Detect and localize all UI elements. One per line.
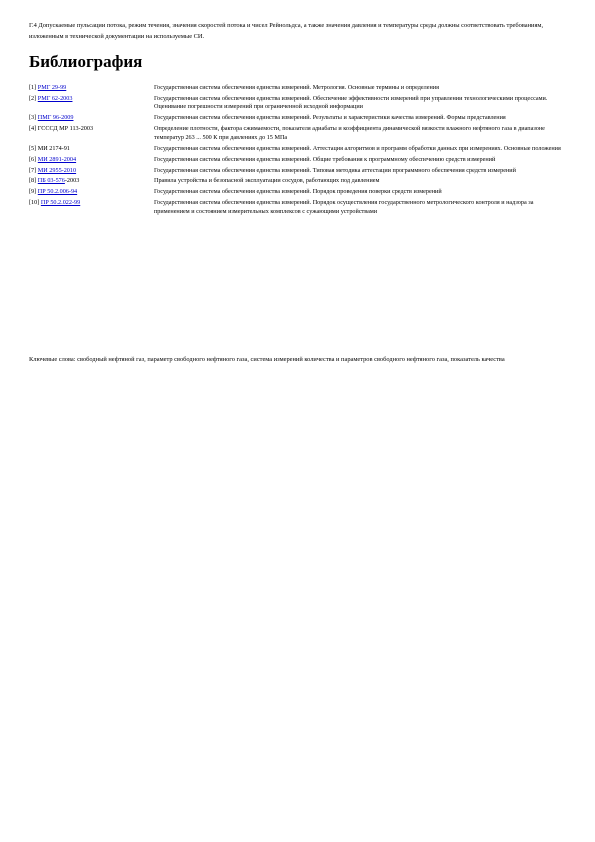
bibliography-entry <box>29 114 569 123</box>
entry-number: [5] <box>29 144 38 152</box>
entry-description: Государственная система обеспечения единства измерений. Метрология. Основные термины и определения <box>154 84 439 91</box>
entry-number: [9] <box>29 188 38 196</box>
bibliography-entry <box>29 199 569 216</box>
document-link[interactable]: ПБ 03-576 <box>37 177 65 185</box>
bibliography-entry <box>29 156 569 165</box>
bibliography-list <box>29 84 569 219</box>
bibliography-entry <box>29 84 569 93</box>
bibliography-entry <box>29 95 569 112</box>
entry-description: Определение плотности, фактора сжимаемости, показателя адиабаты и коэффициента динамической вязкости влажного нефтяного газа в диапазоне температур 263 ... 500 К при давлениях до 15 МПа <box>154 125 545 141</box>
document-code: МИ 2174-91 <box>37 144 70 152</box>
bibliography-entry <box>29 145 569 154</box>
entry-description: Государственная система обеспечения единства измерений. Порядок осуществления государственного метрологического контроля и надзора за применением и состоянием измерительных комплексов с сужающими устройствами <box>154 199 534 215</box>
document-link[interactable]: МИ 2891-2004 <box>37 155 77 163</box>
entry-number: [10] <box>29 199 41 207</box>
entry-number: [4] <box>29 125 38 133</box>
bibliography-entry <box>29 177 569 186</box>
document-link[interactable]: РМГ 29-99 <box>37 84 67 91</box>
document-code: ГСССД МР 113-2003 <box>37 125 94 133</box>
entry-description: Государственная система обеспечения единства измерений. Аттестация алгоритмов и программ обработки данных при измерениях. Основные положения <box>154 144 561 152</box>
document-link[interactable]: ПМГ 96-2009 <box>37 114 74 122</box>
entry-description: Государственная система обеспечения единства измерений. Общие требования к программному обеспечению средств измерений <box>154 155 496 163</box>
entry-description: Государственная система обеспечения единства измерений. Порядок проведения поверки средств измерений <box>154 188 442 196</box>
entry-number: [3] <box>29 114 38 122</box>
intro-paragraph: Г.4 Допускаемые пульсации потока, режим течения, значения скоростей потока и чисел Рейнольдса, а также значения давления и температуры среды должны соответствовать требованиям, изложенным в технической документации на используемые СИ. <box>29 22 544 40</box>
document-link[interactable]: ПР 50.2.006-94 <box>37 188 78 196</box>
keywords-paragraph: Ключевые слова: свободный нефтяной газ, параметр свободного нефтяного газа, система измерений количества и параметров свободного нефтяного газа, показатель качества <box>29 356 505 363</box>
document-link[interactable]: МИ 2955-2010 <box>37 166 77 174</box>
bibliography-entry <box>29 167 569 176</box>
bibliography-entry <box>29 188 569 197</box>
entry-number: [1] <box>29 84 38 91</box>
document-link[interactable]: ПР 50.2.022-99 <box>40 199 81 207</box>
entry-description: Государственная система обеспечения единства измерений. Результаты и характеристики качества измерений. Формы представления <box>154 114 506 122</box>
document-link[interactable]: РМГ 62-2003 <box>37 94 73 102</box>
document-code-suffix: -2003 <box>64 177 80 185</box>
page-title: Библиография <box>29 52 143 71</box>
entry-number: [7] <box>29 166 38 174</box>
entry-description: Государственная система обеспечения единства измерений. Типовая методика аттестации программного обеспечения средств измерений <box>154 166 516 174</box>
entry-description: Государственная система обеспечения единства измерений. Обеспечение эффективности измерений при управлении технологическими процессами. Оценивание погрешности измерений при ограниченной исходной информации <box>154 94 548 111</box>
entry-number: [6] <box>29 155 38 163</box>
entry-number: [2] <box>29 94 38 102</box>
entry-description: Правила устройства и безопасной эксплуатации сосудов, работающих под давлением <box>154 177 380 185</box>
entry-number: [8] <box>29 177 38 185</box>
bibliography-entry <box>29 125 569 142</box>
